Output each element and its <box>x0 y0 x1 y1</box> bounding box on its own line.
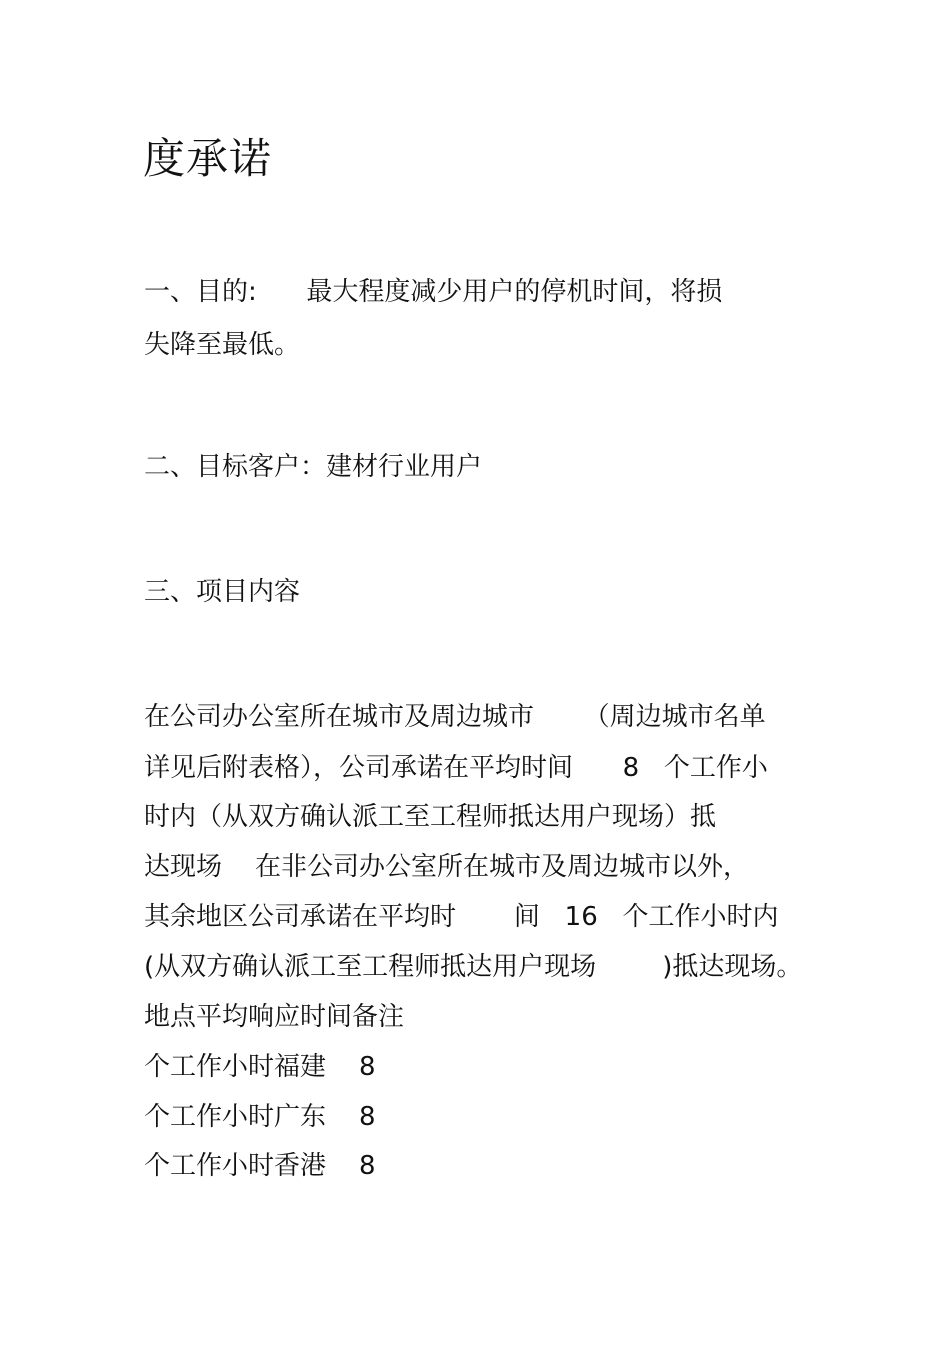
body-line-8: 个工作小时福建 8 <box>144 1052 376 1082</box>
body-line-5: 其余地区公司承诺在平均时 间 16 个工作小时内 <box>144 902 779 932</box>
purpose-line-2: 失降至最低。 <box>144 330 301 360</box>
body-line-9: 个工作小时广东 8 <box>144 1102 376 1132</box>
project-content-heading: 三、项目内容 <box>144 577 301 607</box>
body-line-2: 详见后附表格），公司承诺在平均时间 8 个工作小 <box>144 753 768 783</box>
body-line-3: 时内（从双方确认派工至工程师抵达用户现场）抵 <box>144 802 717 832</box>
body-line-7: 地点平均响应时间备注 <box>144 1002 405 1032</box>
body-line-4: 达现场 在非公司办公室所在城市及周边城市以外， <box>144 852 750 882</box>
purpose-line-1: 一、目的: 最大程度减少用户的停机时间，将损 <box>144 277 723 307</box>
body-line-6: (从双方确认派工至工程师抵达用户现场 )抵达现场。 <box>144 952 803 982</box>
page-title: 度承诺 <box>143 134 273 183</box>
target-customer-line: 二、目标客户：建材行业用户 <box>144 452 483 482</box>
body-line-1: 在公司办公室所在城市及周边城市 （周边城市名单 <box>144 702 766 732</box>
body-line-10: 个工作小时香港 8 <box>144 1151 376 1181</box>
